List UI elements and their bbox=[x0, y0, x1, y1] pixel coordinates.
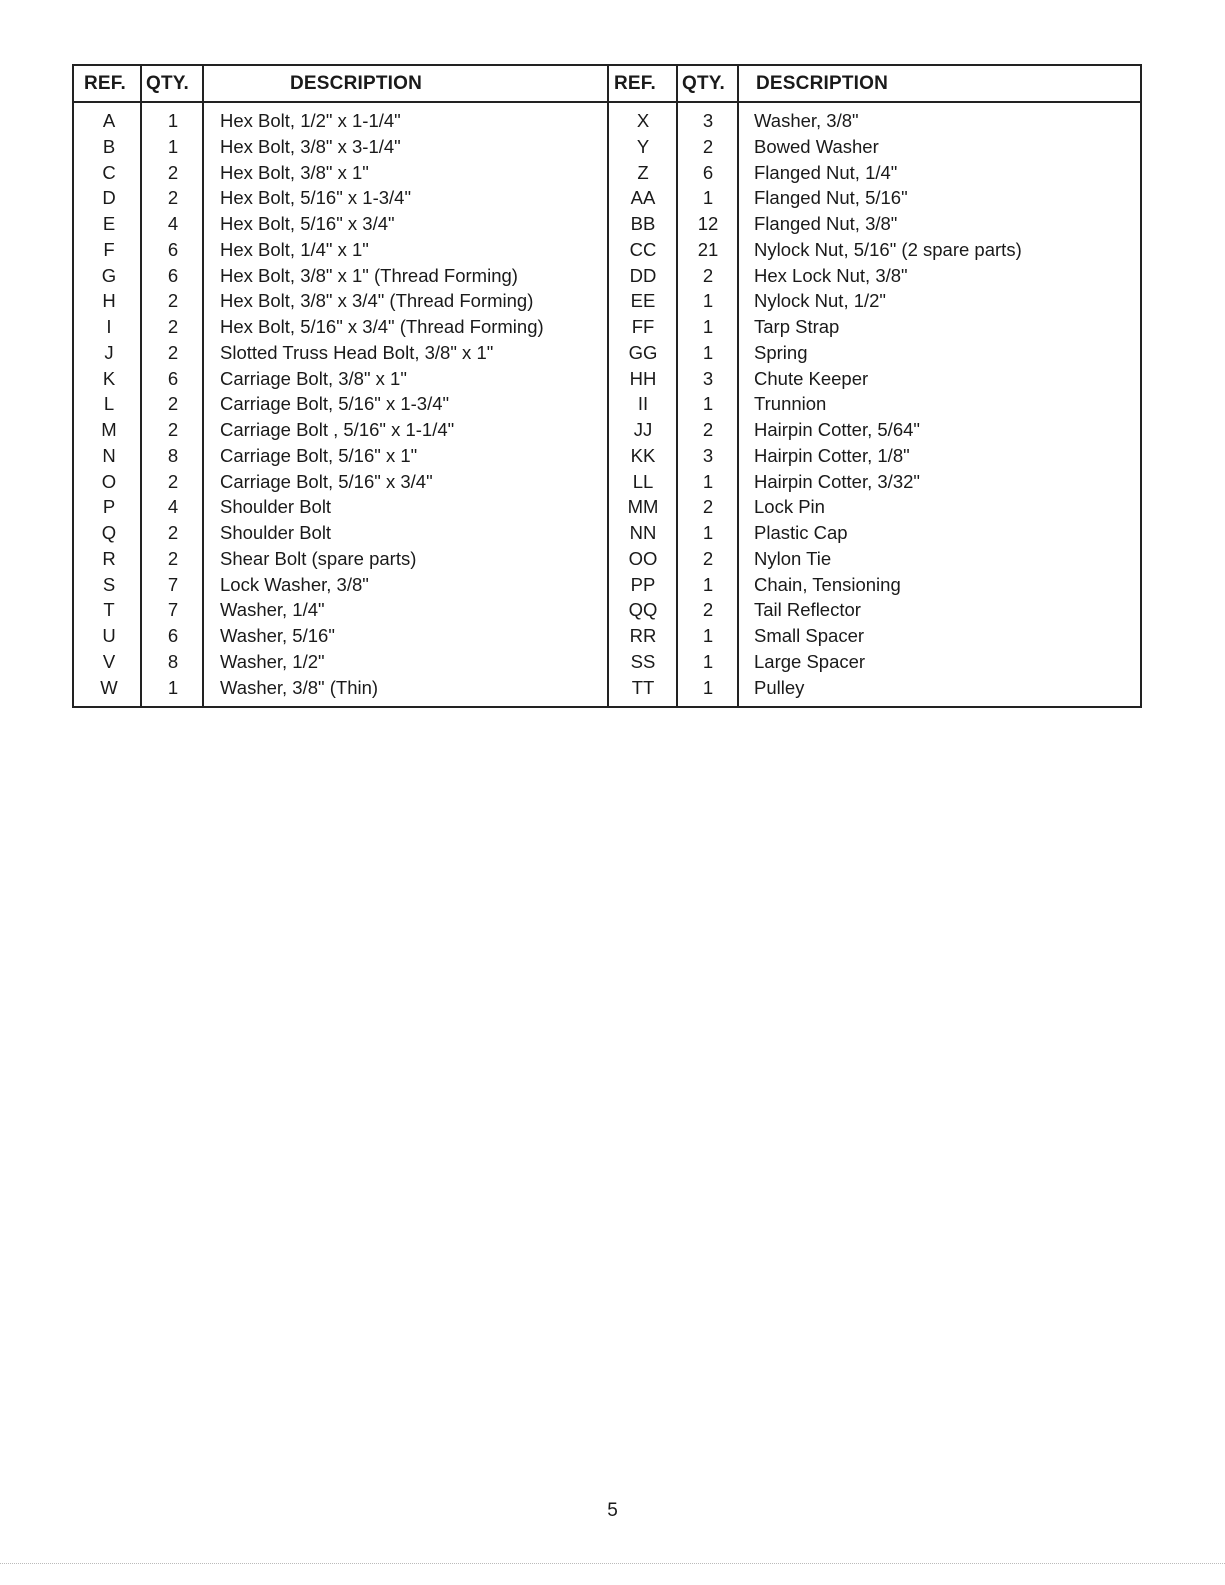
cell-qty-left: 2 bbox=[167, 316, 179, 337]
cell-desc-left: Hex Bolt, 1/4" x 1" bbox=[220, 238, 369, 260]
cell-ref-right: DD bbox=[629, 264, 657, 286]
parts-table bbox=[72, 64, 1142, 708]
cell-desc-right: Chute Keeper bbox=[754, 367, 869, 389]
cell-desc-left: Hex Bolt, 1/2" x 1-1/4" bbox=[220, 110, 401, 131]
cell-ref-right: Y bbox=[636, 135, 650, 157]
cell-desc-right: Bowed Washer bbox=[754, 135, 879, 157]
cell-ref-left: W bbox=[100, 676, 118, 698]
cell-ref-left: N bbox=[102, 444, 116, 466]
cell-qty-left: 7 bbox=[167, 599, 179, 621]
cell-desc-left: Hex Bolt, 3/8" x 3/4" (Thread Forming) bbox=[220, 290, 534, 312]
page-bottom-rule bbox=[0, 1563, 1225, 1565]
column-divider bbox=[202, 66, 204, 706]
cell-desc-right: Nylock Nut, 5/16" (2 spare parts) bbox=[754, 238, 1022, 260]
cell-qty-right: 6 bbox=[702, 161, 714, 183]
cell-ref-left: T bbox=[103, 599, 115, 621]
cell-desc-right: Hairpin Cotter, 1/8" bbox=[754, 444, 910, 466]
cell-desc-right: Tail Reflector bbox=[754, 599, 861, 621]
cell-qty-right: 1 bbox=[702, 393, 714, 415]
cell-desc-right: Pulley bbox=[754, 676, 805, 698]
cell-qty-left: 2 bbox=[167, 393, 179, 415]
cell-desc-right: Nylon Tie bbox=[754, 547, 832, 569]
cell-desc-right: Trunnion bbox=[754, 393, 827, 415]
cell-ref-right: NN bbox=[629, 522, 657, 543]
cell-ref-right: TT bbox=[631, 676, 655, 698]
cell-ref-left: S bbox=[102, 573, 116, 595]
header-ref-right: REF. bbox=[614, 73, 656, 94]
cell-ref-left: E bbox=[102, 213, 116, 234]
cell-qty-right: 21 bbox=[697, 238, 719, 260]
cell-qty-left: 2 bbox=[167, 522, 179, 543]
column-divider bbox=[140, 66, 142, 706]
cell-desc-right: Flanged Nut, 1/4" bbox=[754, 161, 898, 183]
column-divider bbox=[737, 66, 739, 706]
cell-qty-right: 2 bbox=[702, 135, 714, 157]
cell-desc-left: Shear Bolt (spare parts) bbox=[220, 547, 417, 569]
cell-qty-left: 4 bbox=[167, 213, 179, 234]
cell-ref-right: MM bbox=[627, 496, 659, 518]
cell-ref-left: J bbox=[104, 341, 114, 363]
cell-desc-left: Carriage Bolt, 5/16" x 1-3/4" bbox=[220, 393, 450, 415]
cell-desc-right: Large Spacer bbox=[754, 650, 866, 672]
cell-desc-left: Hex Bolt, 5/16" x 1-3/4" bbox=[220, 187, 412, 209]
cell-desc-left: Shoulder Bolt bbox=[220, 496, 332, 518]
cell-desc-left: Hex Bolt, 5/16" x 3/4" bbox=[220, 213, 395, 234]
cell-qty-right: 3 bbox=[702, 444, 714, 466]
cell-desc-left: Hex Bolt, 3/8" x 1" bbox=[220, 161, 369, 183]
cell-ref-left: A bbox=[102, 110, 116, 131]
header-qty-right: QTY. bbox=[682, 73, 726, 94]
header-description-left: DESCRIPTION bbox=[290, 73, 423, 94]
cell-qty-right: 12 bbox=[697, 213, 719, 234]
cell-ref-right: KK bbox=[630, 444, 656, 466]
cell-qty-left: 2 bbox=[167, 290, 179, 312]
cell-desc-right: Flanged Nut, 5/16" bbox=[754, 187, 908, 209]
page-number: 5 bbox=[607, 1500, 618, 1521]
cell-desc-right: Hex Lock Nut, 3/8" bbox=[754, 264, 908, 286]
cell-ref-left: L bbox=[103, 393, 115, 415]
cell-qty-left: 2 bbox=[167, 419, 179, 440]
cell-ref-right: BB bbox=[630, 213, 656, 234]
cell-desc-left: Washer, 3/8" (Thin) bbox=[220, 676, 379, 698]
cell-desc-right: Hairpin Cotter, 3/32" bbox=[754, 470, 920, 492]
cell-ref-right: CC bbox=[629, 238, 657, 260]
cell-qty-left: 1 bbox=[167, 110, 179, 131]
cell-desc-right: Nylock Nut, 1/2" bbox=[754, 290, 887, 312]
cell-ref-left: V bbox=[102, 650, 116, 672]
cell-desc-right: Chain, Tensioning bbox=[754, 573, 901, 595]
column-divider bbox=[676, 66, 678, 706]
cell-qty-right: 1 bbox=[702, 187, 714, 209]
cell-qty-right: 1 bbox=[702, 625, 714, 646]
cell-ref-left: B bbox=[102, 135, 116, 157]
cell-qty-right: 2 bbox=[702, 496, 714, 518]
cell-desc-right: Spring bbox=[754, 341, 808, 363]
cell-desc-right: Small Spacer bbox=[754, 625, 865, 646]
cell-ref-left: U bbox=[102, 625, 116, 646]
cell-ref-right: RR bbox=[629, 625, 657, 646]
cell-qty-left: 7 bbox=[167, 573, 179, 595]
cell-desc-left: Lock Washer, 3/8" bbox=[220, 573, 369, 595]
cell-desc-left: Carriage Bolt, 5/16" x 3/4" bbox=[220, 470, 433, 492]
header-qty-left: QTY. bbox=[146, 73, 190, 94]
cell-qty-left: 2 bbox=[167, 161, 179, 183]
cell-qty-right: 1 bbox=[702, 573, 714, 595]
cell-desc-left: Carriage Bolt , 5/16" x 1-1/4" bbox=[220, 419, 455, 440]
cell-desc-left: Hex Bolt, 3/8" x 1" (Thread Forming) bbox=[220, 264, 518, 286]
cell-qty-right: 1 bbox=[702, 290, 714, 312]
cell-desc-left: Carriage Bolt, 5/16" x 1" bbox=[220, 444, 418, 466]
cell-ref-right: SS bbox=[630, 650, 656, 672]
cell-qty-left: 2 bbox=[167, 470, 179, 492]
cell-qty-right: 2 bbox=[702, 264, 714, 286]
cell-ref-left: R bbox=[102, 547, 116, 569]
cell-qty-right: 1 bbox=[702, 650, 714, 672]
cell-ref-right: II bbox=[637, 393, 649, 415]
cell-ref-left: H bbox=[102, 290, 116, 312]
cell-qty-right: 3 bbox=[702, 367, 714, 389]
cell-desc-left: Hex Bolt, 5/16" x 3/4" (Thread Forming) bbox=[220, 316, 544, 337]
cell-qty-left: 2 bbox=[167, 547, 179, 569]
cell-ref-left: F bbox=[103, 238, 115, 260]
cell-desc-left: Slotted Truss Head Bolt, 3/8" x 1" bbox=[220, 341, 494, 363]
cell-qty-right: 1 bbox=[702, 522, 714, 543]
header-ref-left: REF. bbox=[84, 73, 126, 94]
cell-qty-right: 1 bbox=[702, 470, 714, 492]
cell-desc-left: Hex Bolt, 3/8" x 3-1/4" bbox=[220, 135, 401, 157]
cell-ref-right: OO bbox=[628, 547, 658, 569]
cell-ref-right: QQ bbox=[628, 599, 658, 621]
cell-ref-right: PP bbox=[630, 573, 656, 595]
cell-desc-left: Washer, 1/4" bbox=[220, 599, 325, 621]
cell-ref-left: C bbox=[102, 161, 116, 183]
cell-desc-right: Lock Pin bbox=[754, 496, 825, 518]
cell-qty-left: 8 bbox=[167, 444, 179, 466]
cell-qty-right: 1 bbox=[702, 676, 714, 698]
cell-qty-right: 2 bbox=[702, 547, 714, 569]
cell-ref-right: HH bbox=[629, 367, 657, 389]
cell-ref-left: D bbox=[102, 187, 116, 209]
cell-ref-right: FF bbox=[631, 316, 655, 337]
cell-ref-right: EE bbox=[630, 290, 656, 312]
cell-qty-left: 6 bbox=[167, 238, 179, 260]
header-description-right: DESCRIPTION bbox=[756, 73, 889, 94]
cell-ref-right: JJ bbox=[633, 419, 653, 440]
cell-qty-left: 2 bbox=[167, 187, 179, 209]
cell-qty-right: 2 bbox=[702, 419, 714, 440]
column-divider bbox=[607, 66, 609, 706]
cell-desc-right: Tarp Strap bbox=[754, 316, 840, 337]
cell-ref-left: K bbox=[102, 367, 116, 389]
cell-qty-left: 1 bbox=[167, 676, 179, 698]
cell-desc-right: Hairpin Cotter, 5/64" bbox=[754, 419, 920, 440]
cell-ref-left: P bbox=[102, 496, 116, 518]
cell-ref-left: I bbox=[106, 316, 112, 337]
cell-qty-right: 1 bbox=[702, 316, 714, 337]
cell-qty-left: 8 bbox=[167, 650, 179, 672]
cell-qty-left: 6 bbox=[167, 625, 179, 646]
cell-ref-right: LL bbox=[632, 470, 654, 492]
cell-qty-left: 1 bbox=[167, 135, 179, 157]
cell-qty-right: 2 bbox=[702, 599, 714, 621]
cell-desc-left: Carriage Bolt, 3/8" x 1" bbox=[220, 367, 407, 389]
cell-desc-right: Plastic Cap bbox=[754, 522, 848, 543]
cell-ref-right: X bbox=[636, 110, 650, 131]
cell-desc-right: Washer, 3/8" bbox=[754, 110, 859, 131]
cell-ref-right: AA bbox=[630, 187, 656, 209]
cell-qty-left: 6 bbox=[167, 264, 179, 286]
cell-ref-right: GG bbox=[628, 341, 658, 363]
cell-ref-left: Q bbox=[101, 522, 117, 543]
cell-ref-left: M bbox=[101, 419, 117, 440]
cell-desc-left: Washer, 1/2" bbox=[220, 650, 325, 672]
cell-ref-left: G bbox=[101, 264, 117, 286]
cell-desc-left: Washer, 5/16" bbox=[220, 625, 335, 646]
cell-ref-left: O bbox=[101, 470, 117, 492]
cell-ref-right: Z bbox=[637, 161, 649, 183]
cell-qty-left: 4 bbox=[167, 496, 179, 518]
cell-qty-right: 3 bbox=[702, 110, 714, 131]
cell-qty-left: 2 bbox=[167, 341, 179, 363]
cell-desc-left: Shoulder Bolt bbox=[220, 522, 332, 543]
cell-qty-right: 1 bbox=[702, 341, 714, 363]
cell-qty-left: 6 bbox=[167, 367, 179, 389]
cell-desc-right: Flanged Nut, 3/8" bbox=[754, 213, 898, 234]
